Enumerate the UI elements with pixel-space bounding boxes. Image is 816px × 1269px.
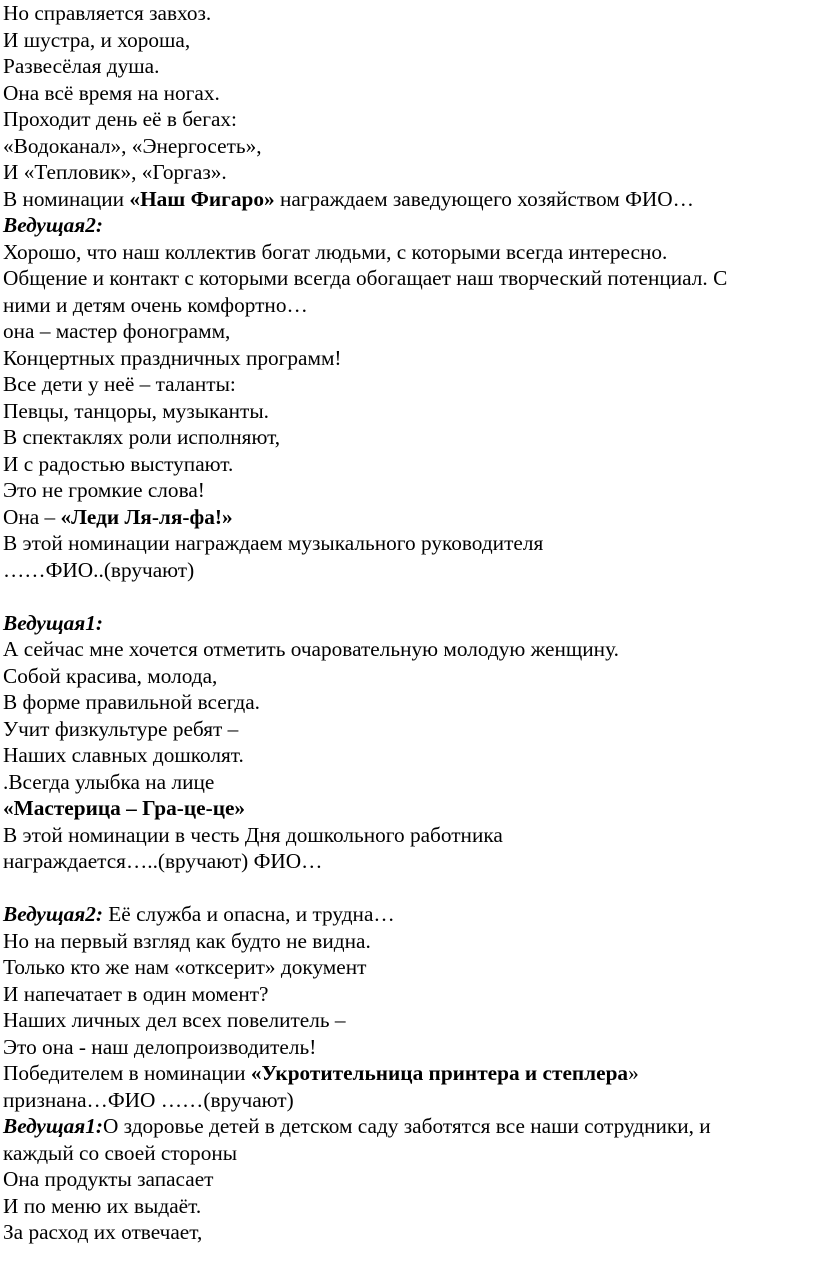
text-line: За расход их отвечает, xyxy=(3,1220,203,1244)
text-line: Учит физкультуре ребят – xyxy=(3,716,239,741)
text-line: В этой номинации награждаем музыкального руководителя xyxy=(3,531,544,555)
text-line: Но справляется завхоз. xyxy=(3,1,212,25)
text-line: ……ФИО..(вручают) xyxy=(3,557,195,582)
text-line: И напечатает в один момент? xyxy=(3,981,269,1006)
text-line xyxy=(3,795,808,822)
text-line: награждается…..(вручают) ФИО… xyxy=(3,849,323,873)
text-line xyxy=(3,901,808,928)
text-line: она – мастер фонограмм, xyxy=(3,319,231,343)
text-segment: В номинации xyxy=(3,186,130,211)
text-segment: Она – xyxy=(3,504,61,529)
text-line: И с радостью выступают. xyxy=(3,451,234,476)
text-line: Проходит день её в бегах: xyxy=(3,107,237,131)
text-line: Она продукты запасает xyxy=(3,1167,214,1191)
text-line xyxy=(3,1113,808,1140)
text-line: И «Тепловик», «Горгаз». xyxy=(3,160,227,184)
text-line: ними и детям очень комфортно… xyxy=(3,292,308,317)
text-line: А сейчас мне хочется отметить очаровательную молодую женщину. xyxy=(3,637,619,661)
text-segment: Её служба и опасна, и трудна… xyxy=(102,902,395,926)
text-line: И шустра, и хороша, xyxy=(3,27,191,52)
text-segment: награждаем заведующего хозяйством ФИО… xyxy=(274,186,694,211)
nomination-title: «Леди Ля-ля-фа!» xyxy=(60,504,233,529)
text-line: Хорошо, что наш коллектив богат людьми, с которыми всегда интересно. xyxy=(3,239,668,264)
nomination-title: «Укротительница принтера и степлера xyxy=(250,1061,629,1085)
text-line: В спектаклях роли исполняют, xyxy=(3,425,281,449)
text-segment: Победителем в номинации xyxy=(3,1061,251,1085)
nomination-title: «Мастерица – Гра-це-це» xyxy=(3,796,246,820)
text-line xyxy=(3,1060,808,1087)
text-line xyxy=(3,212,808,239)
text-line: Общение и контакт с которыми всегда обогащает наш творческий потенциал. С xyxy=(3,266,728,290)
text-line: каждый со своей стороны xyxy=(3,1140,238,1165)
text-line: Наших личных дел всех повелитель – xyxy=(3,1008,346,1032)
text-line xyxy=(3,610,808,637)
nomination-title: «Наш Фигаро» xyxy=(129,186,275,211)
text-line xyxy=(3,504,808,531)
text-line: Собой красива, молода, xyxy=(3,663,218,688)
speaker-label: Ведущая2: xyxy=(3,213,103,237)
text-line: В форме правильной всегда. xyxy=(3,690,260,714)
text-line: Это не громкие слова! xyxy=(3,478,205,502)
text-line: Концертных праздничных программ! xyxy=(3,345,342,370)
text-line: Она всё время на ногах. xyxy=(3,80,220,105)
text-line: И по меню их выдаёт. xyxy=(3,1193,202,1218)
text-line xyxy=(3,186,808,213)
text-line: Все дети у неё – таланты: xyxy=(3,372,236,396)
text-line: Наших славных дошколят. xyxy=(3,743,244,767)
blank-line xyxy=(3,583,808,610)
text-line: Развесёлая душа. xyxy=(3,54,160,78)
speaker-label: Ведущая1: xyxy=(3,1114,103,1138)
text-line: «Водоканал», «Энергосеть», xyxy=(3,133,262,158)
text-line: В этой номинации в честь Дня дошкольного работника xyxy=(3,822,503,847)
text-segment: » xyxy=(628,1061,639,1085)
speaker-label: Ведущая2: xyxy=(3,902,103,926)
text-line: .Всегда улыбка на лице xyxy=(3,769,215,794)
speaker-label: Ведущая1: xyxy=(3,610,103,635)
text-line: Но на первый взгляд как будто не видна. xyxy=(3,928,371,953)
blank-line xyxy=(3,875,808,902)
text-line: Певцы, танцоры, музыканты. xyxy=(3,398,269,423)
text-line: признана…ФИО ……(вручают) xyxy=(3,1087,294,1112)
text-line: Только кто же нам «отксерит» документ xyxy=(3,955,367,979)
text-line: Это она - наш делопроизводитель! xyxy=(3,1034,317,1059)
text-segment: О здоровье детей в детском саду заботятся все наши сотрудники, и xyxy=(102,1114,711,1138)
